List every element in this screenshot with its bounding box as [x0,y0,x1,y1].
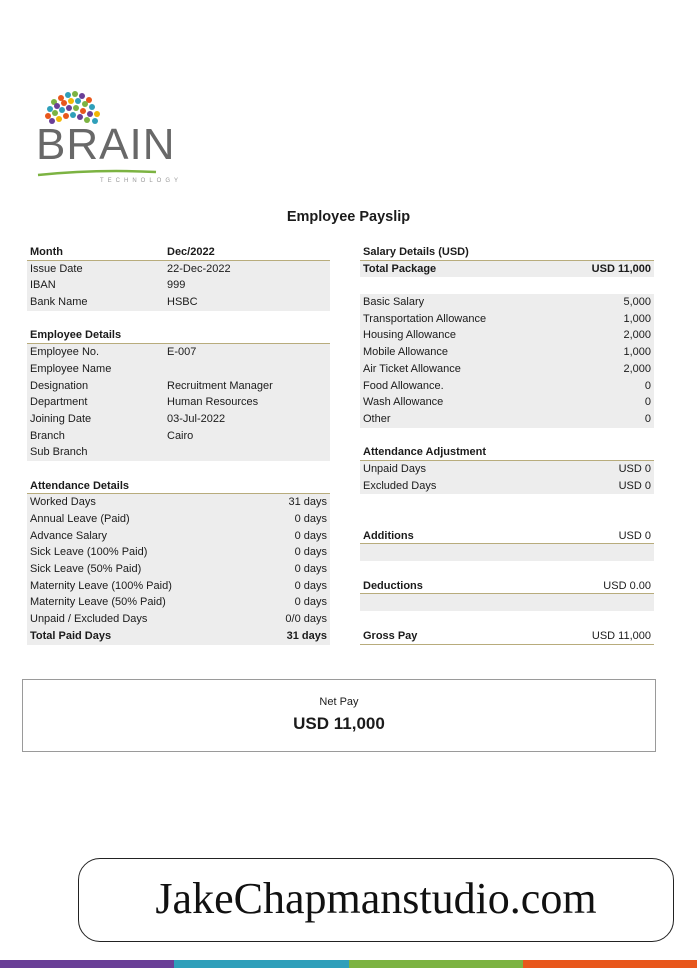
logo-wordmark: BRAIN [36,120,176,169]
field-label: Unpaid / Excluded Days [30,613,148,626]
stripe-segment-orange [523,960,697,968]
field-value: 0 [644,396,651,409]
field-value: 2,000 [623,362,651,375]
attendance-row [27,578,330,595]
deductions-row [360,578,654,595]
stripe-segment-purple [0,960,174,968]
field-label: Other [363,412,391,425]
stripe-segment-green [349,960,523,968]
field-label: IBAN [30,279,56,292]
spacer [360,494,654,511]
field-label: Unpaid Days [363,462,426,475]
logo-swoosh-icon [36,169,158,177]
employee-row [27,344,330,361]
net-pay-box [22,679,656,752]
salary-row [360,327,654,344]
footer-color-stripe [0,960,697,968]
field-label: Branch [30,429,65,442]
field-label: Employee Name [30,362,112,375]
attendance-row [27,544,330,561]
field-label: Department [30,396,88,409]
field-label: Housing Allowance [363,329,456,342]
attendance-row [27,611,330,628]
employee-row [27,394,330,411]
field-label: Basic Salary [363,296,425,309]
employee-row [27,411,330,428]
gross-pay-value: USD 11,000 [591,629,651,642]
attendance-row [27,511,330,528]
spacer [27,461,330,478]
field-label: Excluded Days [363,479,437,492]
spacer [360,277,654,294]
general-block [27,261,330,311]
month-row [27,244,330,261]
employee-row [27,378,330,395]
attendance-row [27,494,330,511]
field-label: Issue Date [30,262,83,275]
field-value: 0 [644,412,651,425]
spacer [360,428,654,445]
field-value: 0 days [294,513,327,525]
field-label: Total Package [363,262,437,275]
salary-row [360,311,654,328]
field-value: 22-Dec-2022 [167,262,231,275]
watermark-banner: JakeChapmanstudio.com [78,858,674,942]
gross-pay-row [360,628,654,645]
field-value: Human Resources [167,396,259,409]
attendance-row [27,594,330,611]
field-label: Wash Allowance [363,396,444,409]
field-label: Sub Branch [30,446,88,459]
field-label: Mobile Allowance [363,346,448,359]
additions-value: USD 0 [618,529,651,542]
field-label: Maternity Leave (50% Paid) [30,596,166,609]
field-value: Cairo [167,429,194,442]
field-value: 5,000 [623,296,651,309]
field-label: Air Ticket Allowance [363,362,461,375]
salary-block [360,294,654,428]
field-label: Bank Name [30,296,88,309]
field-value: USD 11,000 [591,262,651,275]
field-value: 31 days [288,496,327,509]
field-label: Transportation Allowance [363,312,487,325]
field-value: 0 days [294,563,327,576]
section-title: Gross Pay [363,629,418,642]
attendance-block [27,494,330,644]
field-value: 1,000 [623,312,651,325]
employee-row [27,444,330,461]
salary-column [360,244,654,645]
section-title: Deductions [363,579,423,592]
salary-row [360,361,654,378]
total-paid-days-row [27,628,330,645]
field-label: Food Allowance. [363,379,444,392]
salary-row [360,378,654,395]
net-pay-value: USD 11,000 [293,714,385,733]
field-value: 03-Jul-2022 [167,412,226,425]
section-title: Employee Details [30,329,122,342]
spacer [27,311,330,328]
field-value: USD 0 [618,462,651,475]
attendance-row [27,528,330,545]
field-value: Recruitment Manager [167,379,273,392]
field-label: Sick Leave (50% Paid) [30,563,142,576]
stripe-segment-teal [174,960,348,968]
attendance-adjustment-header [360,444,654,461]
spacer [360,561,654,578]
field-label: Employee No. [30,346,100,359]
section-title: Additions [363,529,414,542]
section-title: Attendance Details [30,479,130,492]
field-value: USD 0 [618,479,651,492]
total-label: Total Paid Days [30,629,112,642]
field-label: Worked Days [30,496,96,509]
employee-row [27,428,330,445]
general-row [27,277,330,294]
section-title: Attendance Adjustment [363,446,487,459]
salary-row [360,344,654,361]
field-value: HSBC [167,296,198,309]
field-value: 1,000 [623,346,651,359]
general-row [27,294,330,311]
spacer [360,511,654,528]
net-pay-label: Net Pay [319,696,359,708]
employee-column [27,244,330,645]
field-value: 2,000 [623,329,651,342]
adjustment-row [360,478,654,495]
field-value: 0 [644,379,651,392]
field-value: 0/0 days [285,613,327,626]
deductions-value: USD 0.00 [603,579,651,592]
deductions-empty-row [360,594,654,611]
field-value: 0 days [294,546,327,559]
field-value: E-007 [167,346,197,359]
employee-details-header [27,327,330,344]
attendance-details-header [27,478,330,495]
field-value: 999 [167,279,186,292]
attendance-row [27,561,330,578]
field-value: 0 days [294,579,327,592]
adjustment-block [360,461,654,494]
salary-row [360,294,654,311]
month-label: Month [30,246,63,258]
field-value: 0 days [294,529,327,542]
field-label: Designation [30,379,89,392]
field-label: Sick Leave (100% Paid) [30,546,148,559]
salary-row [360,394,654,411]
salary-details-header [360,244,654,261]
total-package-row [360,261,654,278]
adjustment-row [360,461,654,478]
month-value: Dec/2022 [167,246,215,258]
employee-row [27,361,330,378]
section-title: Salary Details (USD) [363,246,469,258]
additions-empty-row [360,544,654,561]
logo-tagline: TECHNOLOGY [100,178,183,184]
field-label: Joining Date [30,412,92,425]
page-title: Employee Payslip [286,209,411,225]
field-label: Advance Salary [30,529,108,542]
total-value: 31 days [286,629,327,642]
general-row [27,261,330,278]
field-label: Annual Leave (Paid) [30,513,130,525]
salary-row [360,411,654,428]
additions-row [360,528,654,545]
spacer [360,611,654,628]
field-value: 0 days [294,596,327,609]
employee-block [27,344,330,461]
field-label: Maternity Leave (100% Paid) [30,579,172,592]
brain-logo [34,90,204,188]
